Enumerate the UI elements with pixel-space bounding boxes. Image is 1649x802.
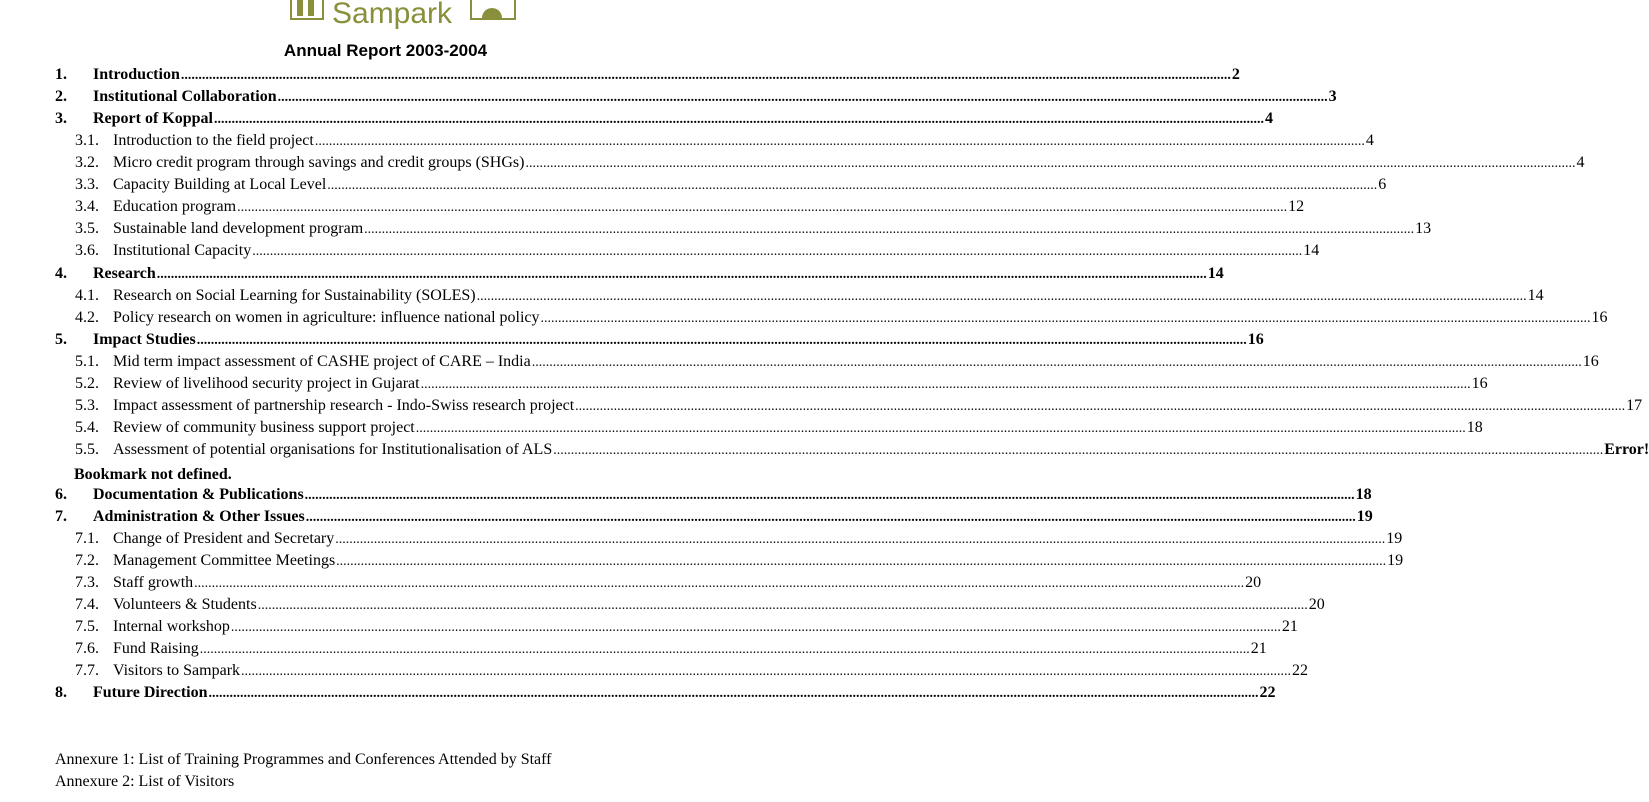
toc-leader-dots: ............................................................................................................................................................................................................................................................................................................	[237, 200, 1288, 215]
toc-leader-dots: ............................................................................................................................................................................................................................................................................................................	[230, 620, 1281, 635]
toc-entry-page: 22	[1292, 662, 1309, 679]
toc-entry-page: 16	[1582, 353, 1599, 370]
toc-leader-dots: ............................................................................................................................................................................................................................................................................................................	[575, 399, 1626, 414]
toc-leader-dots: ............................................................................................................................................................................................................................................................................................................	[336, 554, 1387, 569]
toc-leader-dots: ............................................................................................................................................................................................................................................................................................................	[196, 333, 1247, 348]
toc-leader-dots: ............................................................................................................................................................................................................................................................................................................	[540, 311, 1591, 326]
toc-entry[interactable]	[0, 218, 1432, 240]
toc-entry-title: Report of Koppal	[93, 110, 213, 127]
toc-leader-dots: ............................................................................................................................................................................................................................................................................................................	[531, 355, 1582, 370]
toc-entry-number: 7.6.	[75, 640, 99, 657]
toc-entry-title: Institutional Capacity	[113, 242, 252, 259]
toc-entry-title: Change of President and Secretary	[113, 530, 335, 547]
toc-entry-title: Research	[93, 265, 156, 282]
toc-entry-page: 16	[1591, 309, 1608, 326]
toc-leader-dots: ............................................................................................................................................................................................................................................................................................................	[305, 510, 1356, 525]
toc-entry-title: Institutional Collaboration	[93, 88, 277, 105]
toc-entry-number: 4.1.	[75, 287, 99, 304]
toc-entry-number: 5.2.	[75, 375, 99, 392]
toc-entry[interactable]	[0, 86, 1337, 108]
toc-error-continuation: Bookmark not defined.	[74, 466, 232, 483]
toc-entry-page: 20	[1245, 574, 1262, 591]
toc-leader-dots: ............................................................................................................................................................................................................................................................................................................	[214, 112, 1264, 127]
toc-entry-number: 3.	[55, 110, 67, 127]
toc-entry[interactable]	[0, 439, 1649, 461]
toc-entry-title: Impact assessment of partnership research - Indo-Swiss research project	[113, 397, 575, 414]
toc-entry-page: 16	[1247, 331, 1264, 348]
toc-leader-dots: ............................................................................................................................................................................................................................................................................................................	[415, 421, 1466, 436]
toc-entry-page: 14	[1207, 265, 1224, 282]
toc-entry-number: 1.	[55, 66, 67, 83]
toc-entry[interactable]	[0, 572, 1262, 594]
toc-leader-dots: ............................................................................................................................................................................................................................................................................................................	[420, 377, 1471, 392]
toc-entry[interactable]	[0, 660, 1309, 682]
toc-entry[interactable]	[0, 130, 1374, 152]
toc-leader-dots: ............................................................................................................................................................................................................................................................................................................	[314, 134, 1365, 149]
toc-entry[interactable]	[0, 64, 1240, 86]
annexure-2: Annexure 2: List of Visitors	[55, 773, 235, 790]
toc-entry-page: 21	[1281, 618, 1298, 635]
toc-entry[interactable]	[0, 395, 1643, 417]
toc-entry-page: 14	[1527, 287, 1544, 304]
toc-leader-dots: ............................................................................................................................................................................................................................................................................................................	[525, 156, 1576, 171]
toc-entry-number: 7.3.	[75, 574, 99, 591]
toc-leader-dots: ............................................................................................................................................................................................................................................................................................................	[364, 222, 1415, 237]
toc-entry-number: 3.1.	[75, 132, 99, 149]
toc-leader-dots: ............................................................................................................................................................................................................................................................................................................	[335, 532, 1386, 547]
toc-entry[interactable]	[0, 152, 1585, 174]
logo-left-mark-icon	[290, 0, 324, 20]
toc-leader-dots: ............................................................................................................................................................................................................................................................................................................	[194, 576, 1245, 591]
toc-entry[interactable]	[0, 417, 1483, 439]
toc-entry-title: Administration & Other Issues	[93, 508, 305, 525]
toc-entry[interactable]	[0, 528, 1403, 550]
toc-entry-page: 13	[1415, 220, 1432, 237]
toc-entry-page: 17	[1626, 397, 1643, 414]
toc-entry-title: Volunteers & Students	[113, 596, 257, 613]
toc-entry-title: Micro credit program through savings and credit groups (SHGs)	[113, 154, 525, 171]
toc-entry[interactable]	[0, 263, 1224, 285]
toc-entry-page: 3	[1328, 88, 1337, 105]
toc-entry-number: 5.	[55, 331, 67, 348]
toc-entry-title: Mid term impact assessment of CASHE project of CARE – India	[113, 353, 531, 370]
toc-leader-dots: ............................................................................................................................................................................................................................................................................................................	[156, 267, 1207, 282]
toc-entry-page: 20	[1308, 596, 1325, 613]
toc-entry-page: 2	[1231, 66, 1240, 83]
toc-entry-title: Documentation & Publications	[93, 486, 304, 503]
toc-entry-page: 22	[1259, 684, 1276, 701]
toc-entry[interactable]	[0, 196, 1305, 218]
toc-entry-page: 19	[1386, 530, 1403, 547]
toc-entry[interactable]	[0, 285, 1544, 307]
toc-entry-title: Policy research on women in agriculture: influence national policy	[113, 309, 540, 326]
toc-leader-dots: ............................................................................................................................................................................................................................................................................................................	[476, 289, 1527, 304]
toc-entry-title: Research on Social Learning for Sustainability (SOLES)	[113, 287, 476, 304]
toc-entry-number: 3.5.	[75, 220, 99, 237]
toc-leader-dots: ............................................................................................................................................................................................................................................................................................................	[304, 488, 1355, 503]
toc-entry-title: Impact Studies	[93, 331, 196, 348]
toc-entry-number: 7.2.	[75, 552, 99, 569]
toc-entry-title: Future Direction	[93, 684, 208, 701]
document-title: Annual Report 2003-2004	[283, 41, 488, 60]
toc-entry-title: Staff growth	[113, 574, 194, 591]
toc-entry-number: 3.3.	[75, 176, 99, 193]
toc-entry[interactable]	[0, 307, 1608, 329]
toc-entry-title: Introduction	[93, 66, 180, 83]
toc-entry[interactable]	[0, 638, 1267, 660]
toc-entry[interactable]	[0, 506, 1373, 528]
toc-entry-number: 3.2.	[75, 154, 99, 171]
toc-entry-page: 14	[1303, 242, 1320, 259]
logo-right-mark-icon	[470, 0, 516, 20]
toc-leader-dots: ............................................................................................................................................................................................................................................................................................................	[277, 90, 1328, 105]
toc-entry[interactable]	[0, 108, 1273, 130]
toc-entry-page: 19	[1356, 508, 1373, 525]
toc-entry-title: Management Committee Meetings	[113, 552, 336, 569]
toc-entry[interactable]	[0, 351, 1599, 373]
toc-entry-title: Internal workshop	[113, 618, 230, 635]
toc-leader-dots: ............................................................................................................................................................................................................................................................................................................	[208, 686, 1259, 701]
toc-entry-title: Capacity Building at Local Level	[113, 176, 327, 193]
toc-entry-page: Error!	[1604, 441, 1649, 458]
toc-entry-number: 4.	[55, 265, 67, 282]
toc-leader-dots: ............................................................................................................................................................................................................................................................................................................	[180, 68, 1231, 83]
toc-entry-page: 4	[1265, 110, 1273, 127]
toc-entry[interactable]	[0, 550, 1404, 572]
toc-entry-page: 16	[1471, 375, 1488, 392]
toc-entry[interactable]	[0, 329, 1264, 351]
toc-leader-dots: ............................................................................................................................................................................................................................................................................................................	[252, 244, 1303, 259]
toc-entry-title: Education program	[113, 198, 237, 215]
toc-entry[interactable]	[0, 484, 1372, 506]
toc-entry-title: Introduction to the field project	[113, 132, 314, 149]
toc-entry-page: 18	[1466, 419, 1483, 436]
toc-entry-number: 7.	[55, 508, 67, 525]
logo-text: Sampark	[332, 0, 453, 30]
toc-entry-page: 4	[1576, 154, 1585, 171]
toc-entry-title: Review of community business support project	[113, 419, 415, 436]
toc-entry-title: Assessment of potential organisations for Institutionalisation of ALS	[113, 441, 553, 458]
toc-entry-number: 3.4.	[75, 198, 99, 215]
toc-entry-number: 5.5.	[75, 441, 99, 458]
toc-leader-dots: ............................................................................................................................................................................................................................................................................................................	[241, 664, 1292, 679]
toc-entry-number: 8.	[55, 684, 67, 701]
toc-entry-title: Fund Raising	[113, 640, 199, 657]
toc-entry-number: 3.6.	[75, 242, 99, 259]
toc-entry-title: Visitors to Sampark	[113, 662, 241, 679]
toc-entry[interactable]	[0, 373, 1488, 395]
toc-entry-page: 6	[1378, 176, 1387, 193]
toc-entry-number: 4.2.	[75, 309, 99, 326]
toc-entry[interactable]	[0, 616, 1298, 638]
toc-entry-number: 2.	[55, 88, 67, 105]
toc-entry-page: 12	[1288, 198, 1305, 215]
toc-entry-number: 5.3.	[75, 397, 99, 414]
toc-entry[interactable]	[0, 594, 1325, 616]
toc-entry[interactable]	[0, 240, 1320, 262]
toc-entry[interactable]	[0, 174, 1387, 196]
toc-entry-page: 19	[1387, 552, 1404, 569]
toc-entry-title: Sustainable land development program	[113, 220, 364, 237]
toc-entry-page: 18	[1355, 486, 1372, 503]
toc-leader-dots: ............................................................................................................................................................................................................................................................................................................	[327, 178, 1378, 193]
toc-entry-number: 7.1.	[75, 530, 99, 547]
toc-entry-number: 7.7.	[75, 662, 99, 679]
toc-entry-number: 5.1.	[75, 353, 99, 370]
toc-entry-number: 7.4.	[75, 596, 99, 613]
toc-entry[interactable]	[0, 682, 1276, 704]
toc-entry-title: Review of livelihood security project in Gujarat	[113, 375, 420, 392]
toc-leader-dots: ............................................................................................................................................................................................................................................................................................................	[257, 598, 1308, 613]
sampark-logo	[290, 0, 545, 30]
toc-leader-dots: ............................................................................................................................................................................................................................................................................................................	[553, 443, 1604, 458]
toc-entry-number: 5.4.	[75, 419, 99, 436]
toc-entry-page: 21	[1250, 640, 1267, 657]
toc-entry-number: 7.5.	[75, 618, 99, 635]
toc-entry-page: 4	[1365, 132, 1374, 149]
toc-entry-number: 6.	[55, 486, 67, 503]
toc-leader-dots: ............................................................................................................................................................................................................................................................................................................	[199, 642, 1250, 657]
annexure-1: Annexure 1: List of Training Programmes and Conferences Attended by Staff	[55, 751, 552, 768]
